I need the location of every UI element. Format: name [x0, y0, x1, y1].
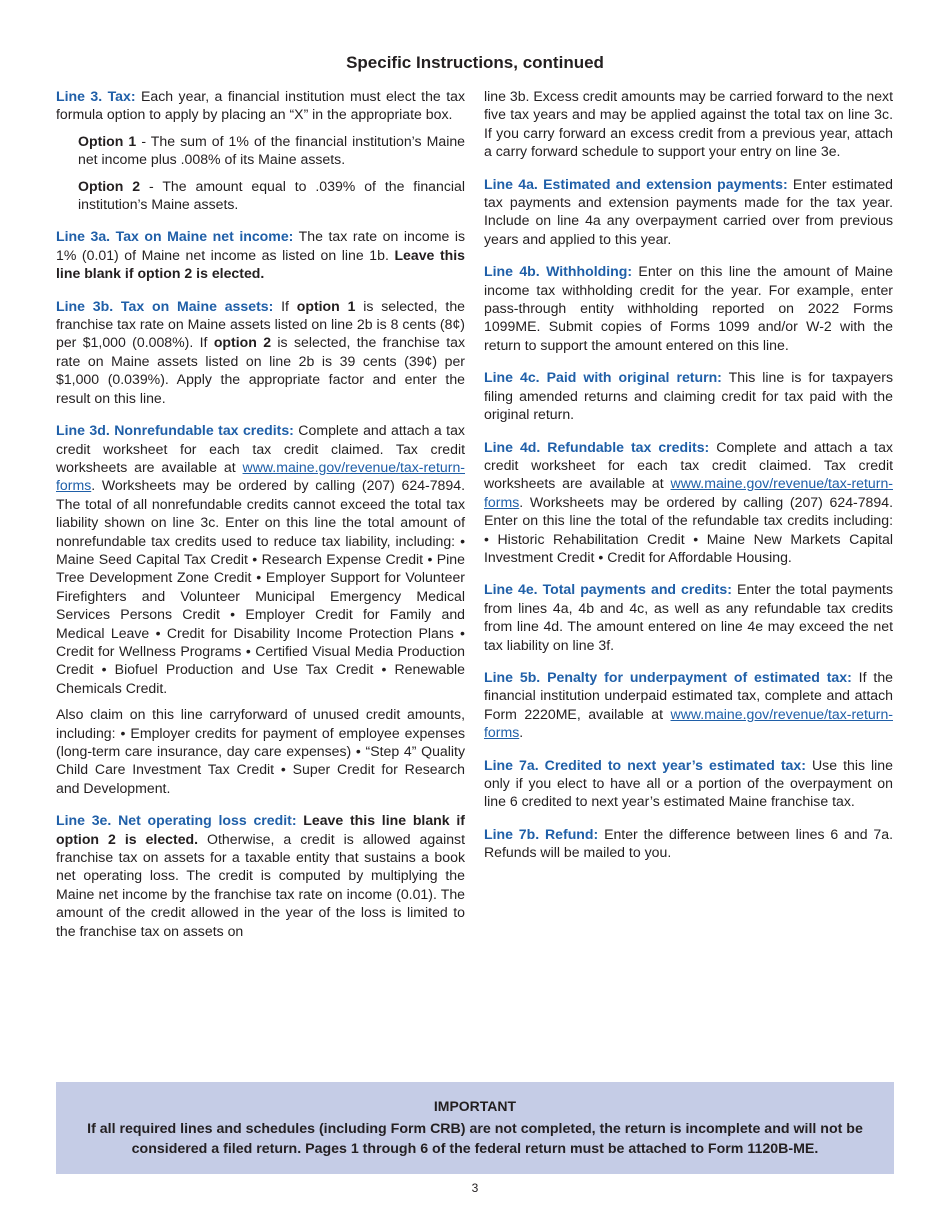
option-2-label: Option 2 [78, 177, 141, 194]
line-7a-text: Use this line only if you elect to have all or a portion of the overpayment on line 6 credited to next year’s estimated Maine franchise tax. [484, 756, 893, 810]
line-3-text: Each year, a financial institution must elect the tax formula option to apply by placing an “X” in the appropriate box. [56, 88, 465, 123]
line-4e-paragraph [484, 580, 893, 654]
line-3e-text: Otherwise, a credit is allowed against franchise tax on assets for a taxable entity that sustains a book net operating loss. The credit is computed by multiplying the Maine net income by the franchise tax rate on income (0.01). The amount of the credit allowed in the year of the loss is limited to the franchise tax on assets on [56, 830, 465, 939]
line-3a-heading: Line 3a. Tax on Maine net income: [56, 228, 294, 245]
line-4c-heading: Line 4c. Paid with original return: [484, 369, 722, 386]
line-3e-paragraph [56, 811, 465, 940]
line-3d-carryforward-paragraph: Also claim on this line carryforward of unused credit amounts, including: • Employer credits for payment of employee expenses (long-term care insurance, day care expenses) • “Step 4” Quality Child Care Investment Tax Credit • Super Credit for Research and Development. [56, 706, 465, 796]
line-7b-heading: Line 7b. Refund: [484, 825, 599, 842]
line-7b-text: Enter the difference between lines 6 and 7a. Refunds will be mailed to you. [484, 825, 893, 861]
line-7a-paragraph [484, 756, 893, 811]
line-3e-heading: Line 3e. Net operating loss credit: [56, 812, 297, 829]
line-5b-heading: Line 5b. Penalty for underpayment of estimated tax: [484, 668, 852, 685]
tax-forms-link[interactable]: www.maine.gov/revenue/tax-return-forms [56, 458, 465, 494]
line-4b-text: Enter on this line the amount of Maine income tax withholding credit for the year. For example, enter pass-through entity withholding reported on 2022 Forms 1099ME. Submit copies of Forms 1099 and/or W-2 with the return to support the amount entered on this line. [484, 263, 893, 353]
line-3e-bold-note: Leave this line blank if option 2 is elected. [56, 812, 465, 847]
option-2-text: - The amount equal to .039% of the financial institution’s Maine assets. [78, 177, 466, 213]
line-4d-text-1: Complete and attach a tax credit worksheet for each tax credit claimed. Tax credit worksheets are available at [484, 438, 893, 492]
line-4d-paragraph [484, 438, 893, 567]
option-1-paragraph [56, 132, 465, 169]
line-3a-text: The tax rate on income is 1% (0.01) of Maine net income as listed on line 1b. [56, 228, 466, 263]
line-3b-text-3: is selected, the franchise tax rate on Maine assets listed on line 2b is 39 cents (39¢) per $1,000 (0.039%). Apply the appropriate factor and enter the result on this line. [56, 334, 466, 406]
line-5b-text-2: . [519, 724, 524, 741]
option-1-label: Option 1 [78, 132, 137, 149]
line-4b-paragraph [484, 262, 893, 354]
line-3a-bold-note: Leave this line blank if option 2 is elected. [56, 246, 466, 282]
line-3d-text-1: Complete and attach a tax credit worksheet for each tax credit claimed. Tax credit worksheets are available at [56, 422, 465, 475]
line-3-paragraph [56, 87, 465, 124]
left-column [56, 87, 465, 954]
line-4e-text: Enter the total payments from lines 4a, 4b and 4c, as well as any refundable tax credits from line 4d. The amount entered on line 4e may exceed the net tax liability on line 3f. [484, 581, 893, 653]
line-3b-text-2: is selected, the franchise tax rate on Maine assets listed on line 2b is 8 cents (8¢) per $1,000 (0.008%). If [56, 297, 465, 351]
tax-forms-link[interactable]: www.maine.gov/revenue/tax-return-forms [484, 475, 893, 510]
important-notice-box [56, 1082, 894, 1174]
right-column [484, 87, 893, 876]
line-3b-option-1: option 1 [296, 297, 356, 314]
line-3d-paragraph [56, 421, 465, 697]
line-3b-paragraph [56, 297, 465, 407]
line-4a-text: Enter estimated tax payments and extension payments made for the tax year. Include on line 4a any overpayment carried over from previous years and applied to this year. [484, 175, 893, 247]
line-3d-heading: Line 3d. Nonrefundable tax credits: [56, 422, 294, 439]
line-3-heading: Line 3. Tax: [56, 88, 136, 104]
line-4d-text-2: . Worksheets may be ordered by calling (207) 624-7894. Enter on this line the total of the refundable tax credits including: • Historic Rehabilitation Credit • Maine New Markets Capital Investment Credit • Credit for Affordable Housing. [484, 493, 893, 565]
important-body: If all required lines and schedules (including Form CRB) are not completed, the return is incomplete and will not be considered a filed return. Pages 1 through 6 of the federal return must be attached to Form 1120B-ME. [87, 1121, 863, 1157]
line-3a-paragraph [56, 227, 465, 282]
line-3b-heading: Line 3b. Tax on Maine assets: [56, 297, 274, 314]
important-title: IMPORTANT [433, 1098, 517, 1114]
line-4e-heading: Line 4e. Total payments and credits: [484, 581, 732, 598]
line-7b-paragraph [484, 825, 893, 862]
option-2-paragraph [56, 177, 465, 214]
line-4d-heading: Line 4d. Refundable tax credits: [484, 438, 710, 455]
page-number: 3 [471, 1181, 479, 1195]
line-3d-text-2: . Worksheets may be ordered by calling (207) 624-7894. The total of all nonrefundable credits cannot exceed the total tax liability shown on line 3c. Enter on this line the total amount of nonrefundable tax credits used to reduce tax liability, including: • Maine Seed Capital Tax Credit • Research Expense Credit • Pine Tree Development Zone Credit • Employer Support for Volunteer Firefighters and Volunteer Municipal Emergency Medical Services Persons Credit • Employer Credit for Family and Medical Leave • Credit for Disability Income Protection Plans • Credit for Wellness Programs • Certified Visual Media Production Credit • Biofuel Production and Use Tax Credit • Renewable Chemicals Credit. [56, 477, 465, 696]
tax-forms-link[interactable]: www.maine.gov/revenue/tax-return-forms [484, 705, 893, 741]
line-4c-text: This line is for taxpayers filing amended returns and claiming credit for tax paid with the original return. [484, 369, 893, 423]
line-3b-text-1: If [273, 297, 297, 314]
line-5b-text-1: If the financial institution underpaid estimated tax, complete and attach Form 2220ME, available at [484, 668, 893, 722]
line-4b-heading: Line 4b. Withholding: [484, 263, 633, 280]
line-4a-heading: Line 4a. Estimated and extension payments: [484, 175, 788, 192]
option-1-text: - The sum of 1% of the financial institution’s Maine net income plus .008% of its Maine assets. [78, 132, 465, 168]
page-title: Specific Instructions, continued [346, 53, 604, 72]
line-3e-continued-paragraph: line 3b. Excess credit amounts may be carried forward to the next five tax years and may be applied against the total tax on line 3c. If you carry forward an excess credit from a previous year, attach a carry forward schedule to support your entry on line 3e. [484, 88, 893, 160]
line-7a-heading: Line 7a. Credited to next year’s estimated tax: [484, 756, 806, 773]
line-3b-option-2: option 2 [213, 334, 272, 351]
line-5b-paragraph [484, 668, 893, 742]
line-4c-paragraph [484, 368, 893, 423]
line-4a-paragraph [484, 175, 893, 249]
